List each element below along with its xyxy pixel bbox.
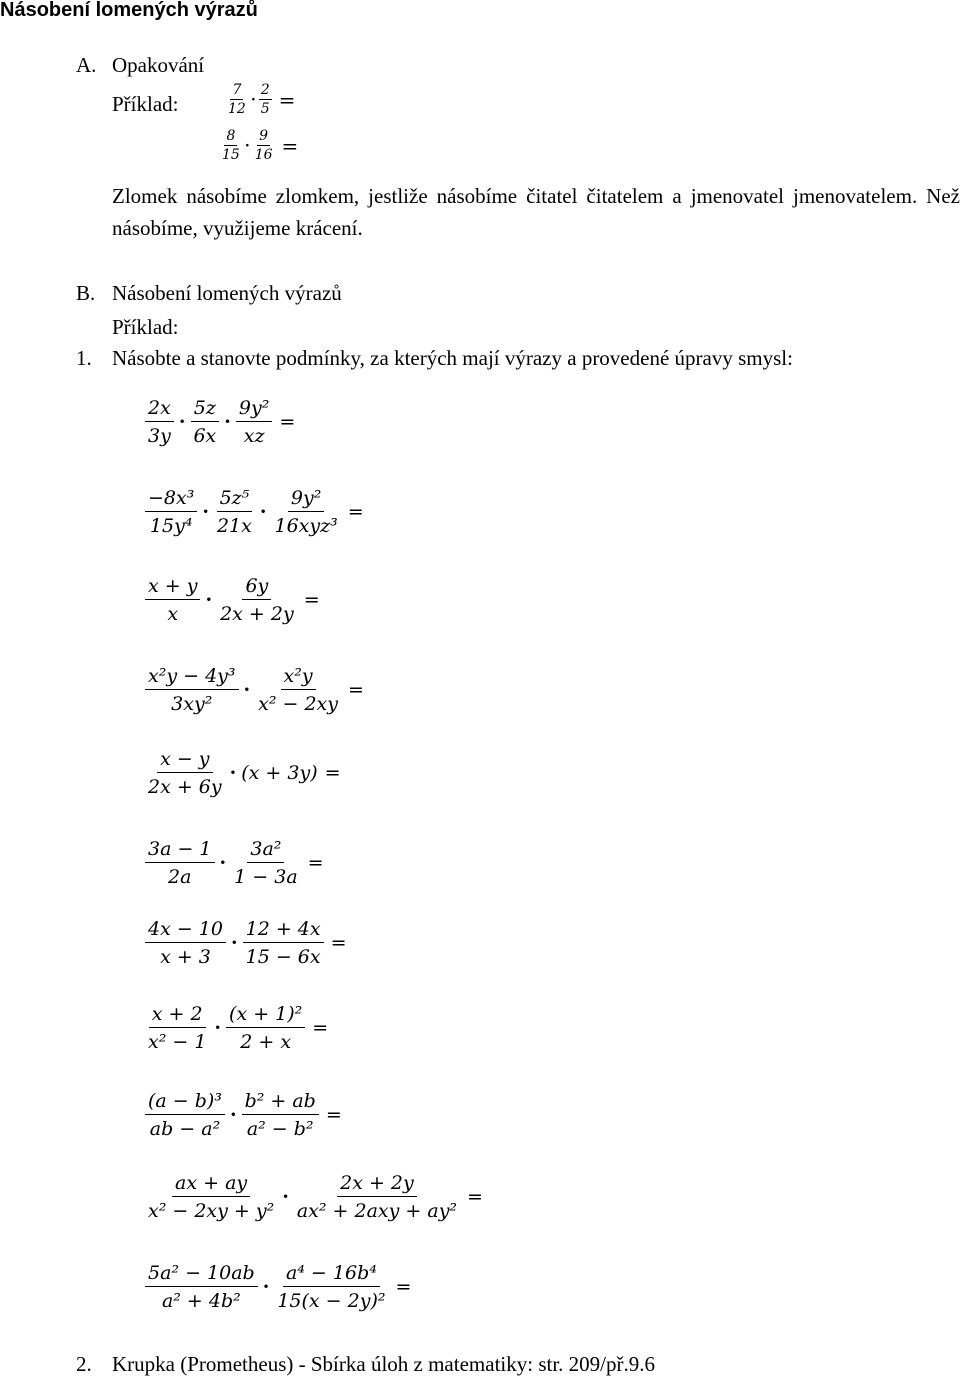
example-label-b: Příklad: xyxy=(112,315,179,339)
repeat-example-2: $\frac{8}{15}$ · $\frac{9}{16}$ = xyxy=(222,128,299,163)
section-b-heading: Násobení lomených výrazů xyxy=(112,281,342,305)
fraction: $\frac{8}{15}$ xyxy=(222,128,240,163)
fraction: $\frac{\text{x²y}}{\text{x² − 2xy}}$ xyxy=(258,665,339,715)
fraction: $\frac{6y}{2x + 2y}$ xyxy=(220,575,294,625)
exercise-10: $\frac{ax + ay}{\text{x² − 2xy + y²}}$ · $\frac{2x + 2y}{\text{ax² + 2axy + ay²}}$ = xyxy=(145,1172,490,1222)
exercise-6: $\frac{3a - 1}{2a}$ · $\frac{\text{3a²}}{1 - 3a}$ = xyxy=(145,838,331,888)
fraction: $\frac{x + 2}{\text{x² − 1}}$ xyxy=(148,1003,207,1053)
fraction: $\frac{4x - 10}{x + 3}$ xyxy=(145,918,226,968)
task-2-text: Krupka (Prometheus) - Sbírka úloh z matematiky: str. 209/př.9.6 xyxy=(112,1352,655,1376)
rule-paragraph: Zlomek násobíme zlomkem, jestliže násobíme čitatel čitatelem a jmenovatel jmenovatelem. Než násobíme, využijeme krácení. xyxy=(112,184,960,240)
fraction: $\frac{7}{12}$ xyxy=(228,82,246,117)
fraction: $\frac{\text{9y²}}{xz}$ xyxy=(236,397,272,447)
exercise-4: $\frac{\text{x²y − 4y³}}{\text{3xy²}}$ · $\frac{\text{x²y}}{\text{x² − 2xy}}$ = xyxy=(145,665,371,715)
fraction: $\frac{\text{(a − b)³}}{\text{ab − a²}}$ xyxy=(145,1090,225,1140)
exercise-2: $\frac{\text{−8x³}}{\text{15y⁴}}$ · $\frac{\text{5z⁵}}{21x}$ · $\frac{\text{9y²}}{\text{16xyz³}}$ = xyxy=(145,487,371,537)
fraction: $\frac{\text{a⁴ − 16b⁴}}{\text{15(x − 2y)²}}$ xyxy=(277,1262,386,1312)
fraction: $\frac{2x + 2y}{\text{ax² + 2axy + ay²}}$ xyxy=(296,1172,458,1222)
fraction: $\frac{\text{(x + 1)²}}{2 + x}$ xyxy=(226,1003,305,1053)
exercise-9: $\frac{\text{(a − b)³}}{\text{ab − a²}}$ · $\frac{\text{b² + ab}}{\text{a² − b²}}$ = xyxy=(145,1090,349,1140)
fraction: $\frac{2x}{3y}$ xyxy=(145,397,174,447)
fraction: $\frac{x - y}{2x + 6y}$ xyxy=(148,748,222,798)
example-label-a: Příklad: xyxy=(112,92,179,116)
fraction: $\frac{9}{16}$ xyxy=(254,128,273,163)
repeat-example-1: $\frac{7}{12}$ · $\frac{2}{5}$ = xyxy=(228,82,296,117)
fraction: $\frac{\text{b² + ab}}{\text{a² − b²}}$ xyxy=(242,1090,319,1140)
fraction: $\frac{\text{5a² − 10ab}}{\text{a² + 4b²}}$ xyxy=(145,1262,258,1312)
task-1-text: Násobte a stanovte podmínky, za kterých mají výrazy a provedené úpravy smysl: xyxy=(112,346,793,370)
section-a-label: A. xyxy=(76,53,97,77)
fraction: $\frac{\text{5z⁵}}{21x}$ xyxy=(216,487,252,537)
fraction: $\frac{x + y}{x}$ xyxy=(145,575,200,625)
fraction: $\frac{5z}{6x}$ xyxy=(190,397,219,447)
page-title: Násobení lomených výrazů xyxy=(0,0,258,21)
section-a-heading: Opakování xyxy=(112,53,205,77)
fraction: $\frac{12 + 4x}{15 - 6x}$ xyxy=(243,918,324,968)
section-b-label: B. xyxy=(76,281,96,305)
fraction: $\frac{3a - 1}{2a}$ xyxy=(145,838,215,888)
exercise-8: $\frac{x + 2}{\text{x² − 1}}$ · $\frac{\text{(x + 1)²}}{2 + x}$ = xyxy=(145,1003,335,1053)
fraction: $\frac{\text{x²y − 4y³}}{\text{3xy²}}$ xyxy=(145,665,239,715)
task-1-number: 1. xyxy=(76,346,92,370)
exercise-7: $\frac{4x - 10}{x + 3}$ · $\frac{12 + 4x}{15 - 6x}$ = xyxy=(145,918,354,968)
exercise-11: $\frac{\text{5a² − 10ab}}{\text{a² + 4b²}}$ · $\frac{\text{a⁴ − 16b⁴}}{\text{15(x − 2y)²}}$ = xyxy=(145,1262,418,1312)
task-2-number: 2. xyxy=(76,1352,92,1376)
fraction: $\frac{2}{5}$ xyxy=(260,82,270,117)
fraction: $\frac{\text{9y²}}{\text{16xyz³}}$ xyxy=(274,487,338,537)
fraction: $\frac{ax + ay}{\text{x² − 2xy + y²}}$ xyxy=(148,1172,275,1222)
exercise-5: $\frac{x - y}{2x + 6y}$ · (x + 3y) = xyxy=(145,748,348,798)
exercise-3: $\frac{x + y}{x}$ · $\frac{6y}{2x + 2y}$ = xyxy=(145,575,327,625)
fraction: $\frac{\text{−8x³}}{\text{15y⁴}}$ xyxy=(145,487,197,537)
exercise-1: $\frac{2x}{3y}$ · $\frac{5z}{6x}$ · $\frac{\text{9y²}}{xz}$ = xyxy=(145,397,302,447)
fraction: $\frac{\text{3a²}}{1 - 3a}$ xyxy=(234,838,298,888)
